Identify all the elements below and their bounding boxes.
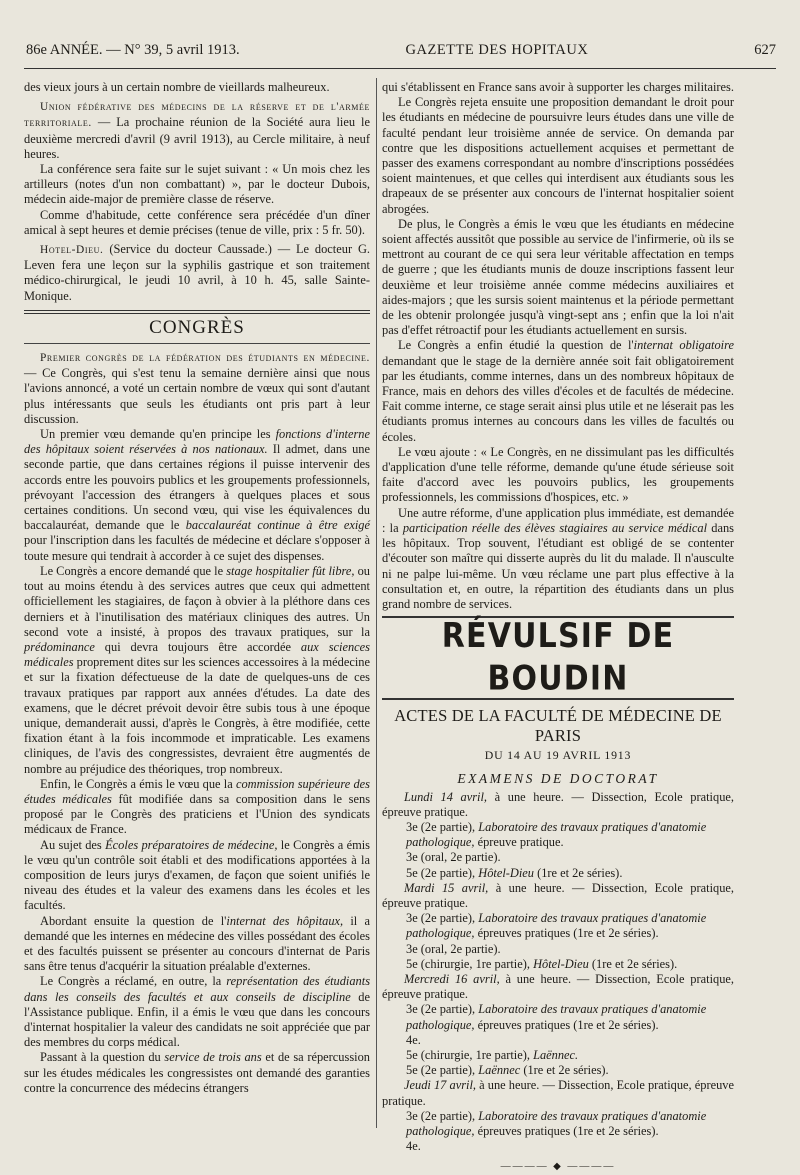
- paragraph: Le vœu ajoute : « Le Congrès, en ne dissimulant pas les difficultés d'application d'une telle réforme, demande qu'une étude sérieuse soit faite d'accord avec les pouvoirs publics, les groupements professionnels, les commissions d'hospices, etc. »: [382, 444, 734, 505]
- exam-day-entry: [382, 1078, 734, 1108]
- faculty-acts-dates: DU 14 AU 19 AVRIL 1913: [484, 748, 632, 763]
- paragraph: Le Congrès rejeta ensuite une proposition demandant le droit pour les étudiants en médecine de poursuivre leurs études dans une ville de faculté pendant leur troisième année de service. On demanda par contre que les dispositions actuellement acquises et permettant de passer des examens correspondant au nombre d'inscriptions possédées soient maintenues, et que celles qui interdisent aux étudiants sous les drapeaux de se présenter aux concours de l'internat hospitalier soient abrogées.: [382, 95, 734, 216]
- left-column: [24, 80, 370, 1130]
- running-head: [26, 42, 776, 59]
- notice-heading: Union fédérative des médecins de la réserve et de l'armée territoriale.: [24, 101, 370, 130]
- section-rule: [24, 310, 370, 314]
- text: 5e (chirurgie, 1re partie),: [406, 1047, 534, 1062]
- exam-day: Lundi 14 avril,: [404, 789, 488, 804]
- exam-line: [382, 1002, 734, 1032]
- exam-line: [382, 957, 734, 972]
- italic-text: fonctions d'interne des hôpitaux soient réservées à nos nationaux.: [24, 427, 370, 457]
- text: fût modifiée dans sa composition dans le sens proposé par le Congrès des praticiens et l'Union des syndicats médicaux de France.: [24, 791, 371, 837]
- text: 5e (2e partie),: [406, 865, 479, 880]
- text: Le Congrès a encore demandé que le: [40, 563, 227, 578]
- text: ou tout au moins étendu à des services autres que ceux qui admettent officiellement les stagiaires, de façon à obvier à la pléthore dans ces derniers et à l'inutilisation des matériaux cliniques des autres. Un second vote a insisté, à propos des travaux pratiques, sur la: [24, 563, 370, 639]
- faculty-acts-title: ACTES DE LA FACULTÉ DE MÉDECINE DE PARIS: [394, 706, 722, 746]
- paragraph: [382, 338, 734, 444]
- notice-heading: Hotel-Dieu.: [40, 244, 104, 257]
- exam-line: [382, 1048, 734, 1063]
- italic-text: prédominance: [24, 639, 95, 654]
- column-divider: [376, 78, 377, 1128]
- exam-line: 4e.: [406, 1032, 421, 1047]
- italic-text: représentation des étudiants dans les conseils des facultés et aux conseils de discipline: [24, 974, 371, 1004]
- text: Au sujet des: [40, 837, 106, 852]
- text: demandant que le stage de la dernière année soit fait obligatoirement par les étudiants, comme internes, dans un des nombreux hôpitaux de France, mais en dehors des villes d'écoles et de facultés de médecine. Fait comme interne, ce stage serait ainsi plus utile et ne léserait pas les étudiants promus internes au concours dans les villes de facultés ou écoles.: [382, 353, 734, 444]
- text: et de sa répercussion sur les études médicales les congressistes ont demandé des garanties contre la concurrence des médecins étrangers: [24, 1050, 370, 1095]
- italic-text: Laënnec: [478, 1063, 521, 1078]
- text: Enfin, le Congrès a émis le vœu que la: [40, 776, 236, 791]
- text: dans les hôpitaux. Trop souvent, l'étudiant est obligé de se contenter d'écouter son maître qui disserte auprès du lit du malade. Il n'ausculte ni ne palpe lui-même. Un vœu réclame une part plus effective à la consultation et, en outre, la répartition des étudiants dans un plus grand nombre de services.: [382, 520, 734, 611]
- journal-title: GAZETTE DES HOPITAUX: [405, 42, 589, 58]
- text: Abordant ensuite la question de l': [40, 913, 227, 928]
- paragraph: [24, 777, 370, 838]
- text: épreuve pratique.: [474, 835, 564, 850]
- paragraph: La conférence sera faite sur le sujet suivant : « Un mois chez les artilleurs (notes d'un non combattant) », par le docteur Dubois, médecin aide-major de première classe de réserve.: [24, 162, 370, 207]
- text: Le Congrès a enfin étudié la question de l': [398, 338, 634, 353]
- text: 3e (2e partie),: [406, 911, 479, 926]
- text: Il admet, dans une seconde partie, que dans certaines régions il puisse intervenir des accords entre les pouvoirs publics et les groupements professionnels, prévoyant l'accession des étrangers à quelques places et sous certaines conditions. Un second vœu, qui vise les équivalences du baccalauréat, demande que le: [24, 442, 370, 533]
- paragraph: [382, 506, 734, 612]
- text: à une heure. — Dissection, Ecole pratique, épreuve pratique.: [382, 1078, 734, 1108]
- exam-line: [382, 911, 734, 941]
- exam-line: [382, 820, 734, 850]
- notice-text: — Ce Congrès, qui s'est tenu la semaine dernière ainsi que nous l'avions annoncé, a voté un certain nombre de vœux qui sont d'autant plus intéressants que seuls les étudiants ont pris part à leur discussion.: [24, 366, 370, 426]
- text: Une autre réforme, d'une application plus immédiate, est demandée : la: [382, 505, 734, 535]
- text: (1re et 2e séries).: [588, 956, 678, 971]
- paragraph: [24, 427, 370, 564]
- advertisement-title: RÉVULSIF DE BOUDIN: [441, 616, 675, 699]
- text: à une heure. — Dissection, Ecole pratique, épreuve pratique.: [382, 880, 734, 910]
- italic-text: Laboratoire des travaux pratiques d'anatomie pathologique,: [406, 819, 707, 850]
- exam-line: [382, 1063, 734, 1078]
- italic-text: Écoles préparatoires de médecine,: [105, 837, 278, 852]
- text: 5e (2e partie),: [406, 1063, 479, 1078]
- paragraph: qui s'établissent en France sans avoir à supporter les charges militaires.: [382, 80, 734, 94]
- text: épreuves pratiques (1re et 2e séries).: [474, 1123, 659, 1138]
- page-number: 627: [754, 42, 776, 58]
- text: le Congrès a émis le vœu qu'un contrôle soit établi et des modifications apportées à la composition de leurs jurys d'examen, de façon que soient unifiés le niveau des études et la valeur des examens dans les écoles et les facultés.: [24, 837, 370, 913]
- exam-line: 3e (oral, 2e partie).: [406, 850, 501, 865]
- union-notice: [24, 99, 370, 162]
- text: 5e (chirurgie, 1re partie),: [406, 956, 534, 971]
- text: qui devra toujours être accordée: [94, 639, 301, 654]
- paragraph: [24, 974, 370, 1050]
- exam-line: 3e (oral, 2e partie).: [406, 941, 501, 956]
- italic-text: Laboratoire des travaux pratiques d'anatomie pathologique,: [406, 1108, 707, 1138]
- text: épreuves pratiques (1re et 2e séries).: [474, 1017, 659, 1032]
- text: (1re et 2e séries).: [534, 865, 623, 880]
- exam-day-entry: [382, 881, 734, 911]
- italic-text: commission supérieure des études médicales: [24, 776, 370, 806]
- text: Un premier vœu demande qu'en principe les: [40, 427, 276, 442]
- text: épreuves pratiques (1re et 2e séries).: [474, 926, 659, 941]
- paragraph: [24, 564, 370, 777]
- paragraph: De plus, le Congrès a émis le vœu que les étudiants en médecine soient affectés aussitôt que possible au service de l'infirmerie, où ils se mettront au courant de ce qui sera leur véritable affectation en temps de guerre ; que les étudiants munis de douze inscriptions fassent leur deuxième et leur troisième année comme médecins auxiliaires et aides-majors ; que les sursis soient maintenus et la période permettant de les obtenir prolongée jusqu'à vingt-sept ans ; enfin que la loi n'ait pas d'effet rétroactif pour les étudiants actuellement en sursis.: [382, 216, 734, 338]
- exam-line: [382, 1109, 734, 1139]
- text: 3e (2e partie),: [406, 1108, 479, 1123]
- exam-day-entry: [382, 790, 734, 820]
- text: à une heure. — Dissection, Ecole pratique, épreuve pratique.: [382, 971, 734, 1002]
- notice-text: — La prochaine réunion de la Société aura lieu le deuxième mercredi d'avril (9 avril 1913), au Cercle militaire, à neuf heures.: [24, 115, 370, 161]
- exam-line: [382, 866, 734, 881]
- text: à une heure. — Dissection, Ecole pratique, épreuve pratique.: [382, 789, 734, 819]
- end-ornament: ———— ◆ ————: [500, 1161, 616, 1173]
- italic-text: Laboratoire des travaux pratiques d'anatomie pathologique,: [406, 1002, 707, 1032]
- notice-text: (Service du docteur Caussade.) — Le docteur G. Leven fera une leçon sur la syphilis gastrique et son traitement médico-chirurgical, le jeudi 10 avril, à 10 h. 45, salle Sainte-Monique.: [24, 242, 370, 303]
- paragraph: Comme d'habitude, cette conférence sera précédée d'un dîner amical à sept heures et demie précises (tenue de ville, prix : 5 fr. 50).: [24, 207, 370, 237]
- italic-text: participation réelle des élèves stagiaires au service médical: [402, 520, 708, 535]
- header-rule: [24, 68, 776, 69]
- italic-text: internat obligatoire: [633, 338, 734, 353]
- italic-text: baccalauréat continue à être exigé: [185, 518, 370, 533]
- italic-text: Laënnec.: [533, 1047, 579, 1062]
- italic-text: aux sciences médicales: [24, 639, 370, 670]
- text: il a demandé que les internes en médecine des villes possédant des écoles et des facultés puissent se présenter au concours d'internat de Paris sans être tenus d'acquérir la situation préalable d'externes.: [24, 913, 370, 974]
- exam-day: Mardi 15 avril,: [404, 880, 489, 895]
- text: proprement dites sur les sciences accessoires à la médecine et sur la fixation défectueuse de la date de quelques-uns de ces travaux pratiques par rapport aux années d'études. La date des examens, que le décret prévoit devoir être subis tous à une époque unique, demanderait aussi, d'après le Congrès, à être modifiée, cette fixation étant à la fois incommode et impraticable. Les examens cliniques, de l'avis des congressistes, devraient être augmentés de nombre au préjudice des théoriques, trop nombreux.: [24, 655, 370, 776]
- notice-heading: Premier congrès de la fédération des étudiants en médecine.: [40, 352, 370, 365]
- text: 3e (2e partie),: [406, 819, 479, 834]
- congress-notice: [24, 350, 370, 427]
- section-rule: [24, 343, 370, 344]
- paragraph: [24, 914, 370, 975]
- italic-text: Laboratoire des travaux pratiques d'anatomie pathologique,: [406, 911, 707, 941]
- paragraph: des vieux jours à un certain nombre de vieillards malheureux.: [24, 80, 330, 94]
- exam-section-title: EXAMENS DE DOCTORAT: [457, 771, 659, 787]
- italic-text: stage hospitalier fût libre,: [226, 563, 355, 578]
- hotel-dieu-notice: [24, 242, 370, 304]
- exam-day: Mercredi 16 avril,: [404, 971, 500, 986]
- paragraph: [24, 1050, 370, 1096]
- exam-day-entry: [382, 972, 734, 1002]
- text: (1re et 2e séries).: [520, 1063, 609, 1078]
- italic-text: Hôtel-Dieu: [533, 956, 589, 971]
- paragraph: [24, 838, 370, 914]
- text: Passant à la question du: [40, 1050, 165, 1065]
- italic-text: service de trois ans: [164, 1050, 262, 1065]
- exam-day: Jeudi 17 avril,: [404, 1078, 476, 1093]
- text: de l'Assistance publique. Enfin, il a émis le vœu que dans les concours d'internat hospitalier la valeur des candidats ne soit appréciée que par des membres du corps médical.: [24, 989, 370, 1050]
- right-column: [382, 80, 734, 1173]
- section-heading-congres: CONGRÈS: [149, 316, 245, 338]
- advertisement: [382, 616, 734, 700]
- issue-info: 86e ANNÉE. — N° 39, 5 avril 1913.: [26, 42, 240, 58]
- exam-line: 4e.: [406, 1139, 421, 1154]
- text: 3e (2e partie),: [406, 1002, 479, 1017]
- text: pour l'inscription dans les facultés de médecine et déclare s'opposer à toute mesure qui tendrait à accorder à ce sujet des dispenses.: [24, 533, 370, 563]
- italic-text: Hôtel-Dieu: [478, 865, 534, 880]
- text: Le Congrès a réclamé, en outre, la: [40, 974, 227, 989]
- italic-text: internat des hôpitaux,: [226, 913, 344, 928]
